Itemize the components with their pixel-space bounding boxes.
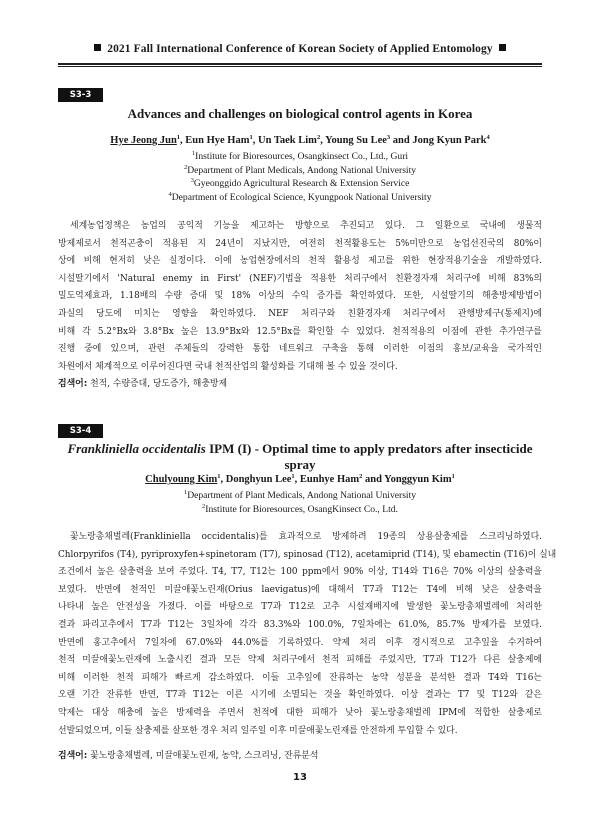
keywords-text: 꽃노랑총채벌레, 미끌애꽃노린재, 농약, 스크리닝, 잔류분석 (90, 751, 319, 761)
body-line: 오랜 기간 잔류한 반면, T7과 T12는 이른 시기에 소멸되는 것을 확인하였다. 이상 결과는 T7 및 T12와 같은 (58, 690, 542, 701)
square-bullet-icon (499, 44, 506, 51)
affiliation: $^1$Department of Plant Medicals, Andong National University (183, 489, 417, 501)
presenting-author: Chulyoung Kim (145, 474, 218, 485)
body-line: 시설딸기에서 'Natural enemy in First' (NEF)기법을 적용한 처리구에서 친환경자재 처리구에 비해 83%의 (58, 273, 542, 284)
affiliation: $^4$Department of Ecological Science, Kyungpook National University (168, 190, 432, 203)
affiliation-list (58, 150, 542, 204)
body-line: 비해 이러한 천적 피해가 빠르게 감소하였다. 이들 고추잎에 잔류하는 농약 성분을 분석한 결과 T4와 T16는 (58, 672, 542, 683)
keywords (58, 376, 542, 389)
body-line: 결과 파리고추에서 T7과 T12는 3일차에 각각 83.3%와 100.0%, 7일차에는 61.0%, 85.7% 방제가를 보였다. (58, 619, 542, 630)
author: Young Su Lee (325, 135, 387, 146)
body-line: 약제는 대상 해충에 높은 방제력을 주면서 천적에 대한 피해가 낮아 꽃노랑총채벌레 IPM에 적합한 살충제로 (58, 707, 542, 718)
affiliation: $^1$Institute for Bioresources, Osangkinsect Co., Ltd., Guri (191, 150, 409, 162)
author: Yonggyun Kim (384, 474, 452, 485)
author: Donghyun Lee (225, 474, 292, 485)
author: Eun Hye Ham (185, 135, 250, 146)
author-list: Chulyoung Kim$^1$, Donghyun Lee$^1$, Eunhye Ham$^2$ and Yonggyun Kim$^1$ (145, 473, 455, 485)
presenting-author: Hye Jeong Jun (110, 135, 177, 146)
body-line: 밀도억제효과, 1.18배의 수량 증대 및 18% 이상의 수익 증가를 확인하였다. 또한, 시설딸기의 해충방제방법이 (58, 291, 542, 302)
session-code-badge: S3-4 (58, 424, 103, 438)
page-number: 13 (293, 772, 307, 783)
body-line: 꽃노랑총채벌레(Frankliniella occidentalis)를 효과적으로 방제하려 19종의 상용살충제를 스크리닝하였다. (70, 532, 542, 542)
abstract-body (58, 529, 557, 740)
abstract-title: Advances and challenges on biological control agents in Korea (127, 106, 473, 121)
header-rule-top (58, 63, 542, 65)
keywords-text: 천적, 수량증대, 당도증가, 해충방제 (90, 379, 228, 389)
body-line: 조건에서 높은 살충력을 보여 주었다. T4, T7, T12는 100 ppm에서 90% 이상, T14와 T16은 70% 이상의 살충력을 (58, 567, 542, 578)
body-line: 세계농업정책은 농업의 공익적 기능을 제고하는 방향으로 추진되고 있다. 그 일환으로 국내에 생물적 (70, 221, 542, 231)
body-line: 천적 미끌애꽃노린재에 노출시킨 결과 모든 약제 처리구에서 천적 피해를 주었지만, T7과 T12가 다른 살충제에 (58, 655, 542, 666)
title-species: Frankliniella occidentalis (67, 441, 206, 456)
title-rest: IPM (I) - Optimal time to apply predators after insecticide spray (205, 441, 533, 472)
body-line: Chlorpyrifos (T4), pyriproxyfen+spinetoram (T7), spinosad (T12), acetamiprid (T14), 및 ebamectin (T16)이 실내 (58, 549, 557, 560)
affiliation: $^2$Institute for Bioresources, OsangKinsect Co., Ltd. (202, 502, 398, 515)
affiliation: $^3$Gyeonggido Agricultural Research & Extension Service (190, 177, 410, 189)
affiliation: $^2$Department of Plant Medicals, Andong National University (183, 163, 417, 176)
square-bullet-icon (94, 44, 101, 51)
author-list: Hye Jeong Jun$^1$, Eun Hye Ham$^1$, Un Taek Lim$^2$, Young Su Lee$^3$ and Jong Kyun Park$^4$ (110, 134, 490, 146)
body-line: 나타내 높은 안전성을 가졌다. 이를 바탕으로 T7과 T12로 고추 시설재배지에 발생한 꽃노랑총채벌레에 처리한 (58, 602, 542, 613)
author: Un Taek Lim (257, 135, 317, 146)
body-line: 과실의 당도에 미치는 영향을 확인하였다. NEF 처리구와 친환경자재 처리구에서 관행방제구(통제지)에 (58, 308, 542, 319)
conference-title: 2021 Fall International Conference of Korean Society of Applied Entomology (107, 43, 493, 55)
header-rule-bottom (58, 66, 542, 67)
session-code-badge: S3-3 (58, 88, 103, 102)
abstract-body (58, 218, 542, 376)
body-line: 보였다. 반면에 천적인 미끌애꽃노린재(Orius laevigatus)에 대해서 T7과 T12는 T4에 비해 낮은 살충력을 (58, 584, 542, 595)
author: Eunhye Ham (299, 474, 360, 485)
body-line: 상에 비해 현저히 낮은 실정이다. 이에 농업현장에서의 천적 활용성 제고를 위한 현장적용기술을 개발하였다. (58, 256, 542, 267)
body-line: 비해 각 5.2°Bx와 3.8°Bx 높은 13.9°Bx와 12.5°Bx를 확인할 수 있었다. 천적적용의 이점에 관한 추가연구를 (58, 326, 542, 337)
author: Jong Kyun Park (412, 135, 487, 146)
body-line: 선발되었으며, 이들 살충제를 살포한 경우 처리 일주일 이후 미끌애꽃노린재를 안전하게 투입할 수 있다. (58, 725, 458, 736)
keywords-label: 검색어: (58, 751, 88, 761)
conference-header (70, 43, 530, 55)
body-line: 방제제로서 천적곤충이 적용된 지 24년이 지났지만, 여전히 천적활용도는 5%미만으로 농업선진국의 80%이 (58, 238, 542, 249)
body-line: 진행 중에 있으며, 관련 주체들의 강력한 통합 네트워크 구축을 통해 이러한 이점의 홍보/교육을 국가적인 (58, 344, 542, 355)
body-line: 반면에 홍고추에서 7일차에 67.0%와 44.0%를 기록하였다. 약제 처리 이후 경시적으로 고추잎을 수거하여 (58, 637, 542, 648)
abstract-title (58, 441, 542, 473)
body-line: 차원에서 체계적으로 이루어진다면 국내 천적산업의 활성화를 기대해 볼 수 있을 것이다. (58, 361, 398, 372)
keywords (58, 748, 542, 761)
keywords-label: 검색어: (58, 379, 88, 389)
affiliation-list (58, 489, 542, 516)
